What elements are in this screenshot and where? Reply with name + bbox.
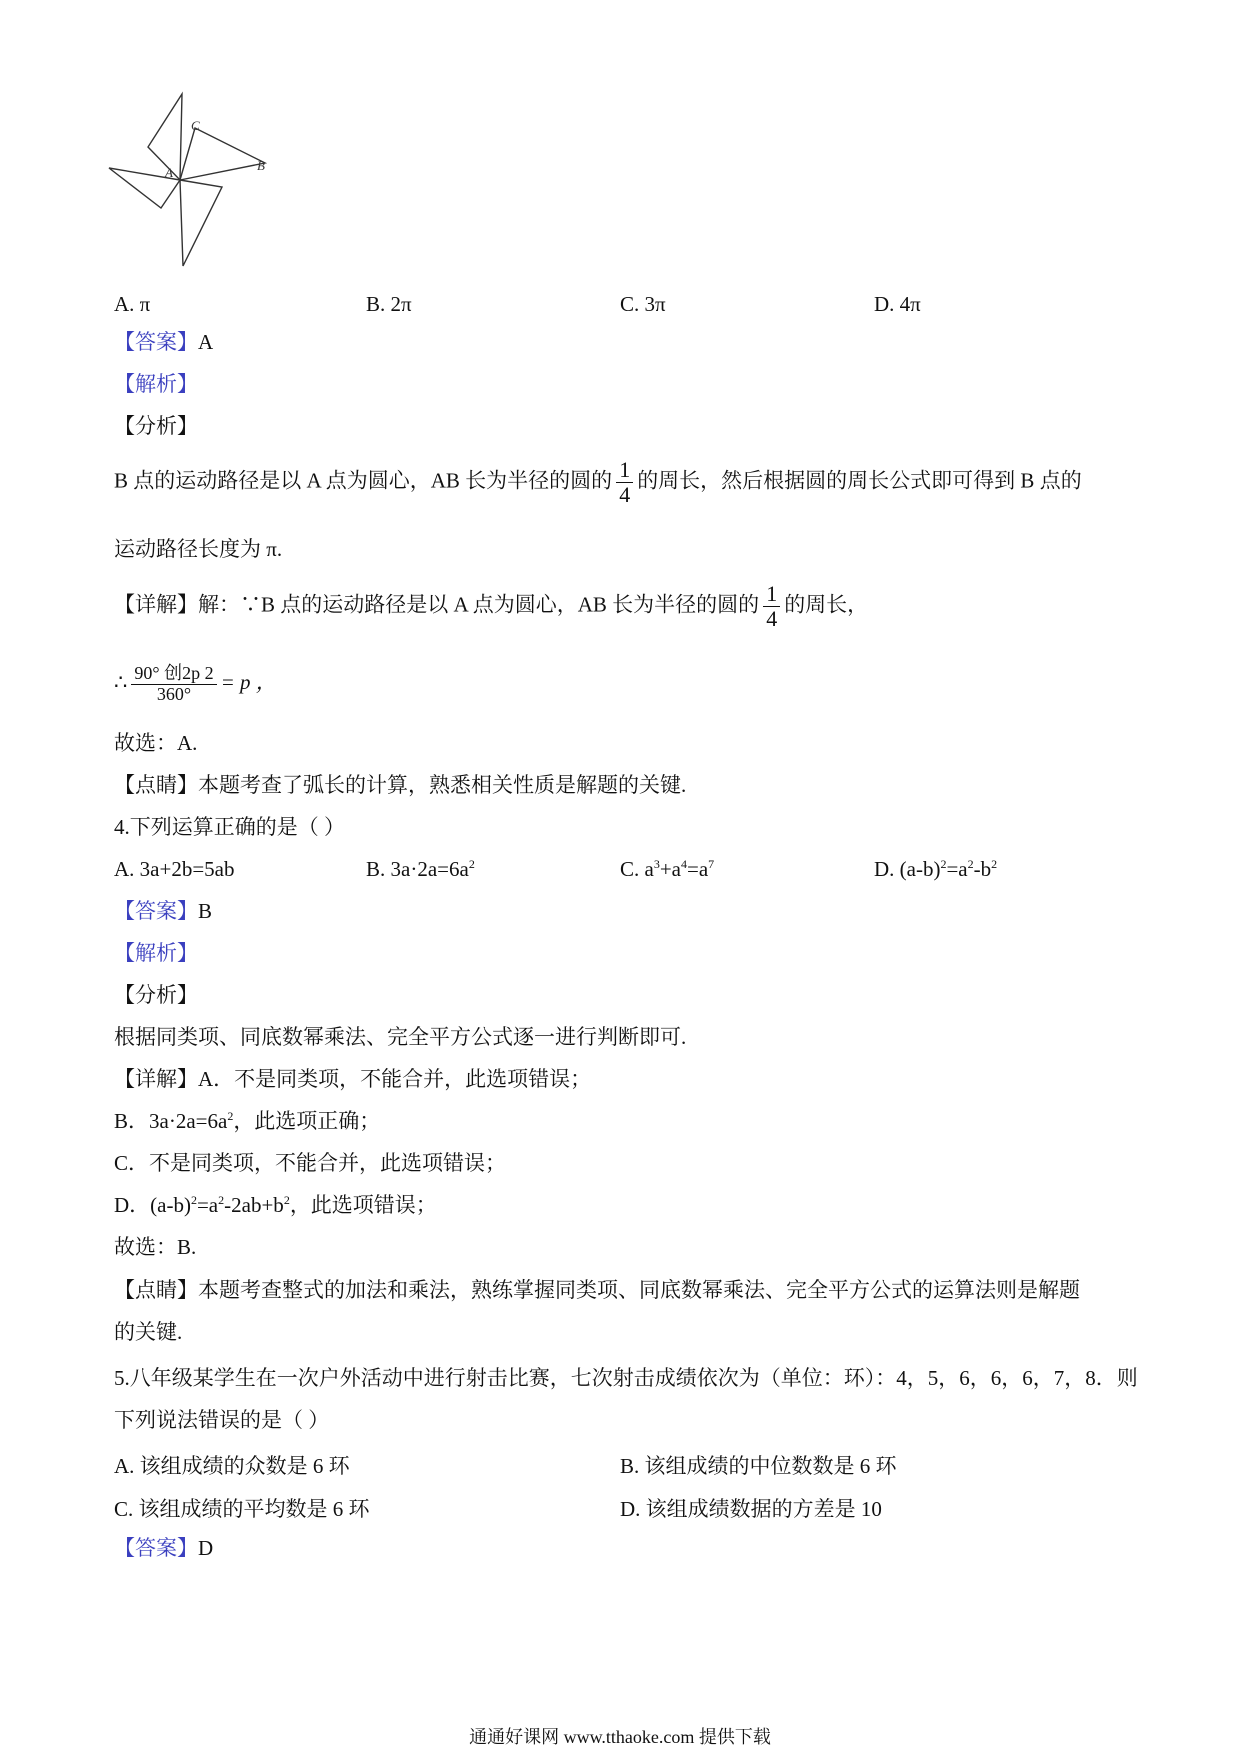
q3-dianjing: 【点睛】本题考查了弧长的计算，熟悉相关性质是解题的关键. [114, 773, 687, 797]
q4-option-c-text: C. a [620, 857, 654, 881]
label-a: A [165, 165, 173, 180]
q5-option-d: D. 该组成绩数据的方差是 10 [620, 1497, 882, 1521]
q4-detail-c: C．不是同类项，不能合并，此选项错误； [114, 1151, 507, 1175]
q4-jiexi: 【解析】 [114, 941, 198, 965]
q3-detail-text-b: 的周长， [784, 592, 869, 617]
fraction-one-quarter-2 [763, 582, 780, 631]
label-b: B [257, 158, 265, 173]
q4-option-b-text: B. 3a·2a=6a [366, 857, 469, 881]
q4-dianjing-2: 的关键. [114, 1320, 183, 1344]
q3-answer [114, 330, 213, 355]
formula-num: 90° 创2p 2 [131, 664, 216, 685]
page-footer: 通通好课网 www.tthaoke.com 提供下载 [469, 1727, 771, 1747]
frac-num: 1 [763, 582, 780, 607]
q4-detail-d [114, 1193, 437, 1218]
q5-stem-2: 下列说法错误的是（ ） [114, 1408, 330, 1432]
sup: 2 [940, 857, 947, 871]
q4-detail-b-text: ，此选项正确； [233, 1109, 381, 1133]
q3-choose: 故选：A. [114, 731, 198, 755]
sup: 7 [708, 857, 715, 871]
frac-den: 4 [766, 606, 778, 632]
q4-option-d-text: -b [973, 857, 992, 881]
q5-option-b: B. 该组成绩的中位数数是 6 环 [620, 1454, 897, 1478]
q4-fenxi-tag: 【分析】 [114, 983, 198, 1007]
sup: 2 [218, 1193, 225, 1207]
q3-fenxi-text-b: 的周长，然后根据圆的周长公式即可得到 B 点的 [637, 468, 1082, 493]
q5-stem-1: 5.八年级某学生在一次户外活动中进行射击比赛，七次射击成绩依次为（单位：环）：4，5，6，6，6，7，8．则 [114, 1366, 1138, 1390]
q3-jiexi: 【解析】 [114, 372, 198, 396]
frac-num: 1 [616, 458, 633, 483]
sup: 2 [283, 1193, 290, 1207]
q4-detail-d-text: D．(a-b) [114, 1193, 191, 1217]
answer-tag: 【答案】 [114, 1536, 198, 1560]
q3-option-a: A. π [114, 292, 151, 316]
q4-detail-b-text: B．3a·2a=6a [114, 1109, 228, 1133]
q3-formula [114, 664, 277, 705]
sup: 2 [227, 1109, 234, 1123]
q4-option-c [620, 857, 714, 882]
q4-option-a: A. 3a+2b=5ab [114, 857, 235, 881]
sup: 2 [190, 1193, 197, 1207]
fraction-one-quarter [616, 458, 633, 507]
therefore-symbol: ∴ [114, 670, 128, 695]
sup: 2 [967, 857, 974, 871]
q3-fenxi-line2: 运动路径长度为 π. [114, 537, 283, 561]
sup: 2 [991, 857, 998, 871]
answer-value: A [198, 330, 214, 354]
sup: 3 [653, 857, 660, 871]
q3-fenxi-tag: 【分析】 [114, 414, 198, 438]
q4-answer [114, 899, 212, 924]
sup: 4 [681, 857, 687, 871]
q4-choose: 故选：B. [114, 1235, 197, 1259]
answer-value: D [198, 1536, 214, 1560]
answer-value: B [198, 899, 213, 923]
q3-option-c: C. 3π [620, 292, 666, 316]
q5-option-c: C. 该组成绩的平均数是 6 环 [114, 1497, 370, 1521]
q3-detail-text-a: 【详解】解：∵B 点的运动路径是以 A 点为圆心，AB 长为半径的圆的 [114, 592, 760, 617]
q5-option-a: A. 该组成绩的众数是 6 环 [114, 1454, 350, 1478]
q4-stem: 4.下列运算正确的是（ ） [114, 815, 345, 839]
q4-detail-d-text: ，此选项错误； [289, 1193, 437, 1217]
formula-fraction [131, 664, 216, 705]
q4-option-c-text: +a [659, 857, 681, 881]
q5-answer [114, 1536, 213, 1561]
q4-option-b [366, 857, 475, 882]
formula-result: = p ， [220, 670, 277, 695]
q4-option-c-text: =a [687, 857, 709, 881]
q4-detail-d-text: =a [196, 1193, 219, 1217]
formula-den: 360° [156, 683, 192, 704]
frac-den: 4 [619, 482, 631, 508]
q3-option-d: D. 4π [874, 292, 921, 316]
q4-option-d [874, 857, 997, 882]
q3-detail [114, 582, 868, 631]
q4-detail-b [114, 1109, 380, 1134]
answer-tag: 【答案】 [114, 330, 198, 354]
q4-detail-a: 【详解】A．不是同类项，不能合并，此选项错误； [114, 1067, 592, 1091]
q3-option-b: B. 2π [366, 292, 412, 316]
pinwheel-figure [105, 90, 305, 275]
q3-fenxi-line1 [114, 458, 1082, 507]
sup: 2 [468, 857, 475, 871]
q4-dianjing-1: 【点睛】本题考查整式的加法和乘法，熟练掌握同类项、同底数幂乘法、完全平方公式的运算法则是解题 [114, 1278, 1080, 1302]
answer-tag: 【答案】 [114, 899, 198, 923]
q4-fenxi: 根据同类项、同底数幂乘法、完全平方公式逐一进行判断即可. [114, 1025, 687, 1049]
q4-detail-d-text: -2ab+b [224, 1193, 284, 1217]
q4-option-d-text: D. (a-b) [874, 857, 941, 881]
label-c: C [191, 118, 200, 133]
q4-option-d-text: =a [946, 857, 968, 881]
q3-fenxi-text-a: B 点的运动路径是以 A 点为圆心，AB 长为半径的圆的 [114, 468, 613, 493]
